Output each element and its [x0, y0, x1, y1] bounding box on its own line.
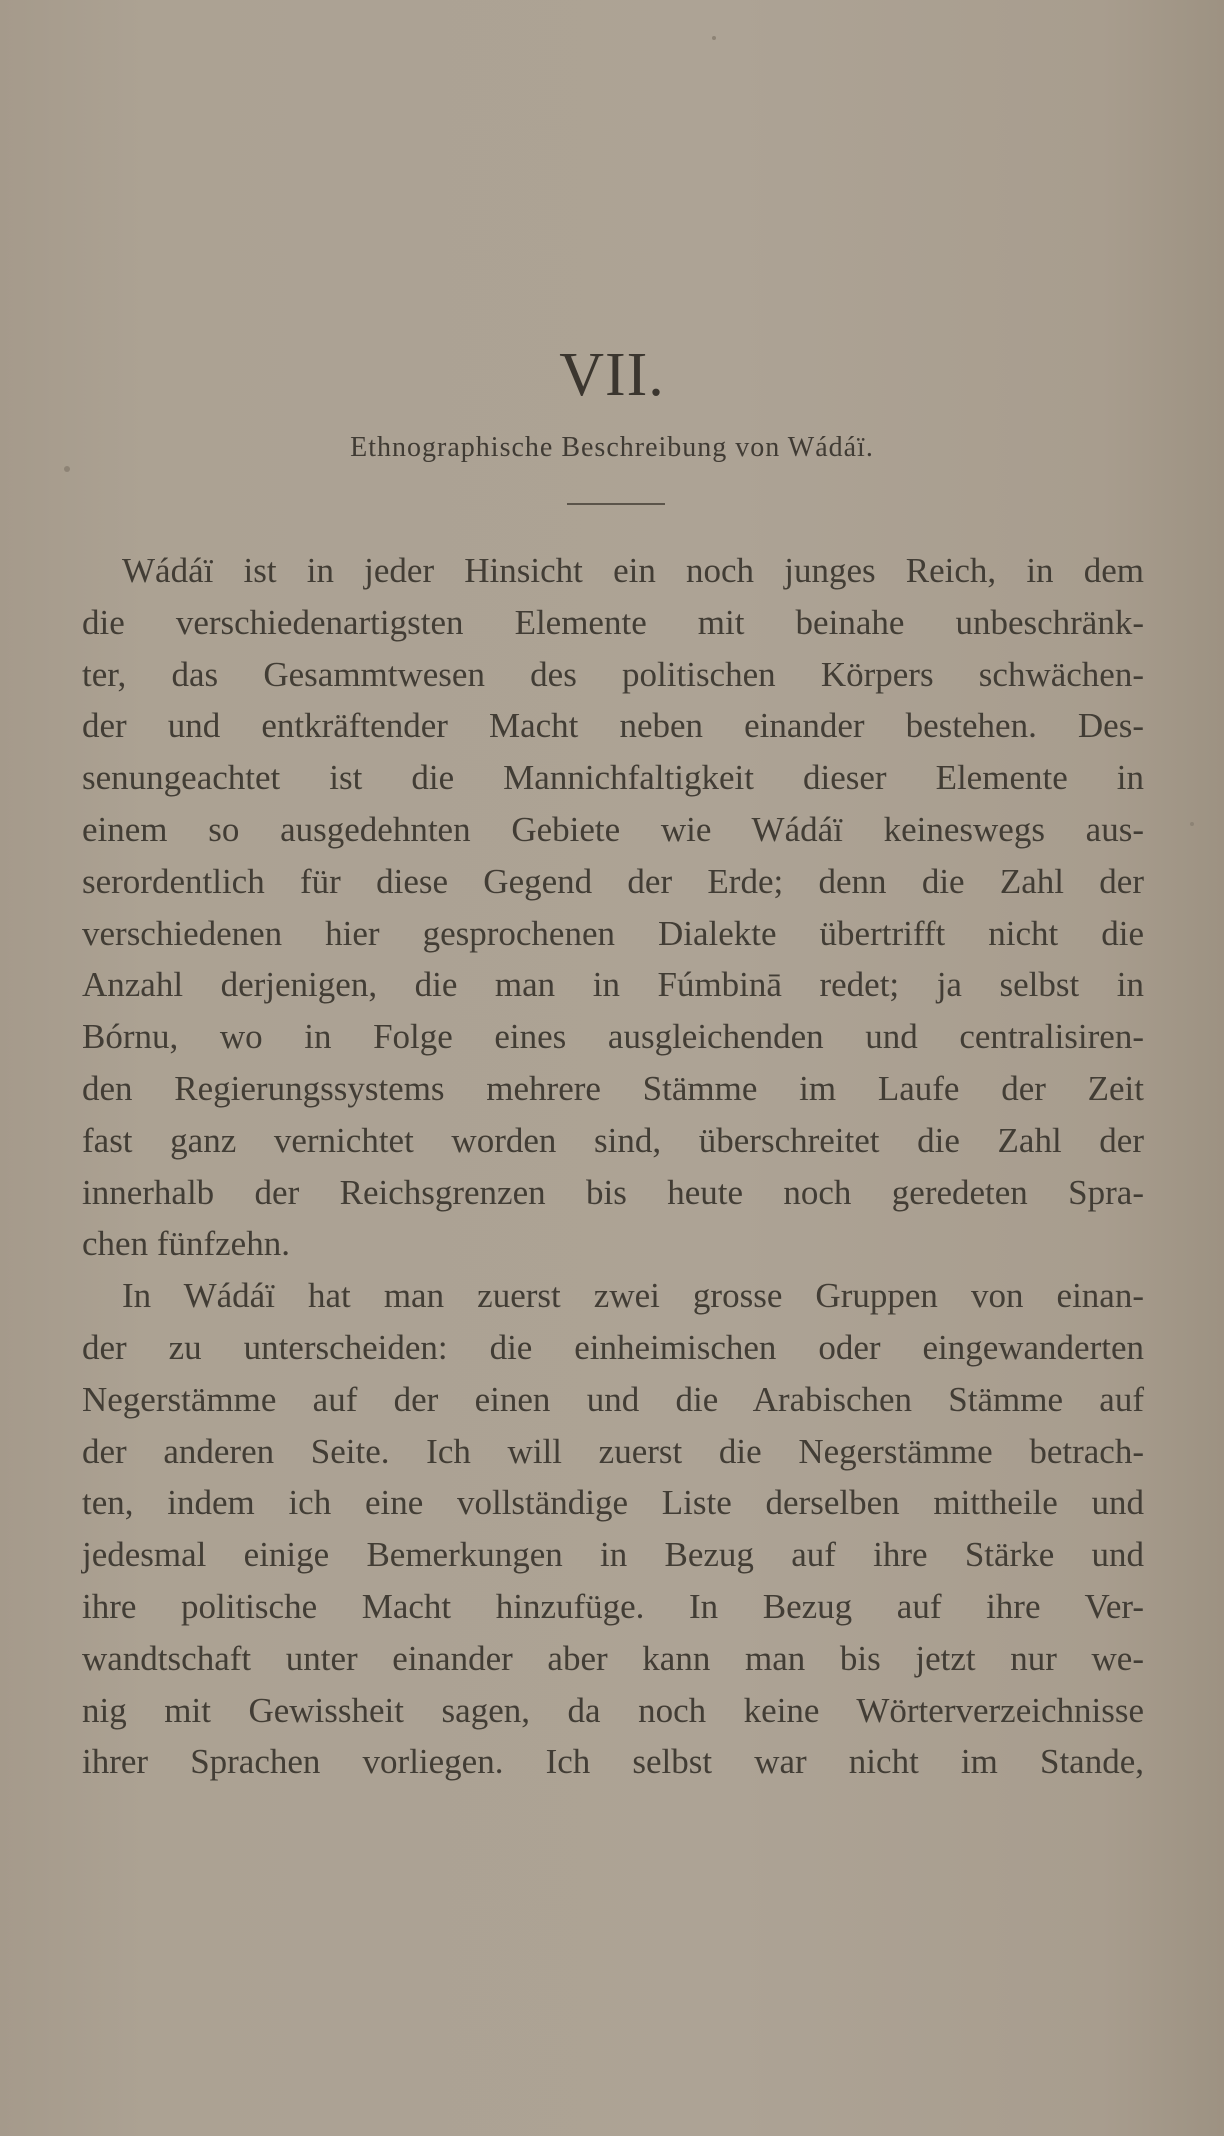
- text-line: Negerstämme auf der einen und die Arabischen Stämme auf: [82, 1379, 1144, 1419]
- paragraph-1: [82, 545, 1144, 1270]
- text-line: der und entkräftender Macht neben einander bestehen. Des-: [82, 706, 1144, 746]
- text-line: ihre politische Macht hinzufüge. In Bezug auf ihre Ver-: [82, 1586, 1144, 1626]
- text-line: senungeachtet ist die Mannichfaltigkeit dieser Elemente in: [82, 758, 1144, 798]
- text-line: Anzahl derjenigen, die man in Fúmbinā redet; ja selbst in: [82, 965, 1144, 1005]
- text-line: fast ganz vernichtet worden sind, überschreitet die Zahl der: [82, 1120, 1144, 1160]
- text-line: nig mit Gewissheit sagen, da noch keine Wörterverzeichnisse: [82, 1690, 1144, 1730]
- paragraph-2: [82, 1270, 1144, 1788]
- chapter-number: VII.: [559, 341, 665, 409]
- text-line: serordentlich für diese Gegend der Erde; denn die Zahl der: [82, 861, 1144, 901]
- paper-speck: [712, 36, 716, 40]
- text-line: jedesmal einige Bemerkungen in Bezug auf ihre Stärke und: [82, 1535, 1144, 1575]
- text-line: verschiedenen hier gesprochenen Dialekte übertrifft nicht die: [82, 913, 1144, 953]
- text-line: innerhalb der Reichsgrenzen bis heute noch geredeten Spra-: [82, 1172, 1144, 1212]
- text-line: der zu unterscheiden: die einheimischen oder eingewanderten: [82, 1327, 1144, 1367]
- text-line: den Regierungssystems mehrere Stämme im Laufe der Zeit: [82, 1068, 1144, 1108]
- text-line: Bórnu, wo in Folge eines ausgleichenden und centralisiren-: [82, 1017, 1144, 1057]
- text-line: chen fünfzehn.: [82, 1224, 290, 1264]
- text-line: der anderen Seite. Ich will zuerst die Negerstämme betrach-: [82, 1431, 1144, 1471]
- text-line: die verschiedenartigsten Elemente mit beinahe unbeschränk-: [82, 602, 1144, 642]
- body-text: [82, 545, 1144, 1788]
- text-line: einem so ausgedehnten Gebiete wie Wádáï keineswegs aus-: [82, 809, 1144, 849]
- text-line: ihrer Sprachen vorliegen. Ich selbst war nicht im Stande,: [82, 1742, 1144, 1782]
- text-line: In Wádáï hat man zuerst zwei grosse Gruppen von einan-: [122, 1276, 1144, 1316]
- paper-speck: [64, 466, 70, 472]
- text-line: ten, indem ich eine vollständige Liste derselben mittheile und: [82, 1483, 1144, 1523]
- title-divider: [567, 503, 665, 505]
- text-line: Wádáï ist in jeder Hinsicht ein noch junges Reich, in dem: [122, 551, 1144, 590]
- text-line: wandtschaft unter einander aber kann man bis jetzt nur we-: [82, 1638, 1144, 1678]
- text-line: ter, das Gesammtwesen des politischen Körpers schwächen-: [82, 654, 1144, 694]
- chapter-title: Ethnographische Beschreibung von Wádáï.: [350, 432, 874, 463]
- paper-speck: [1190, 822, 1194, 826]
